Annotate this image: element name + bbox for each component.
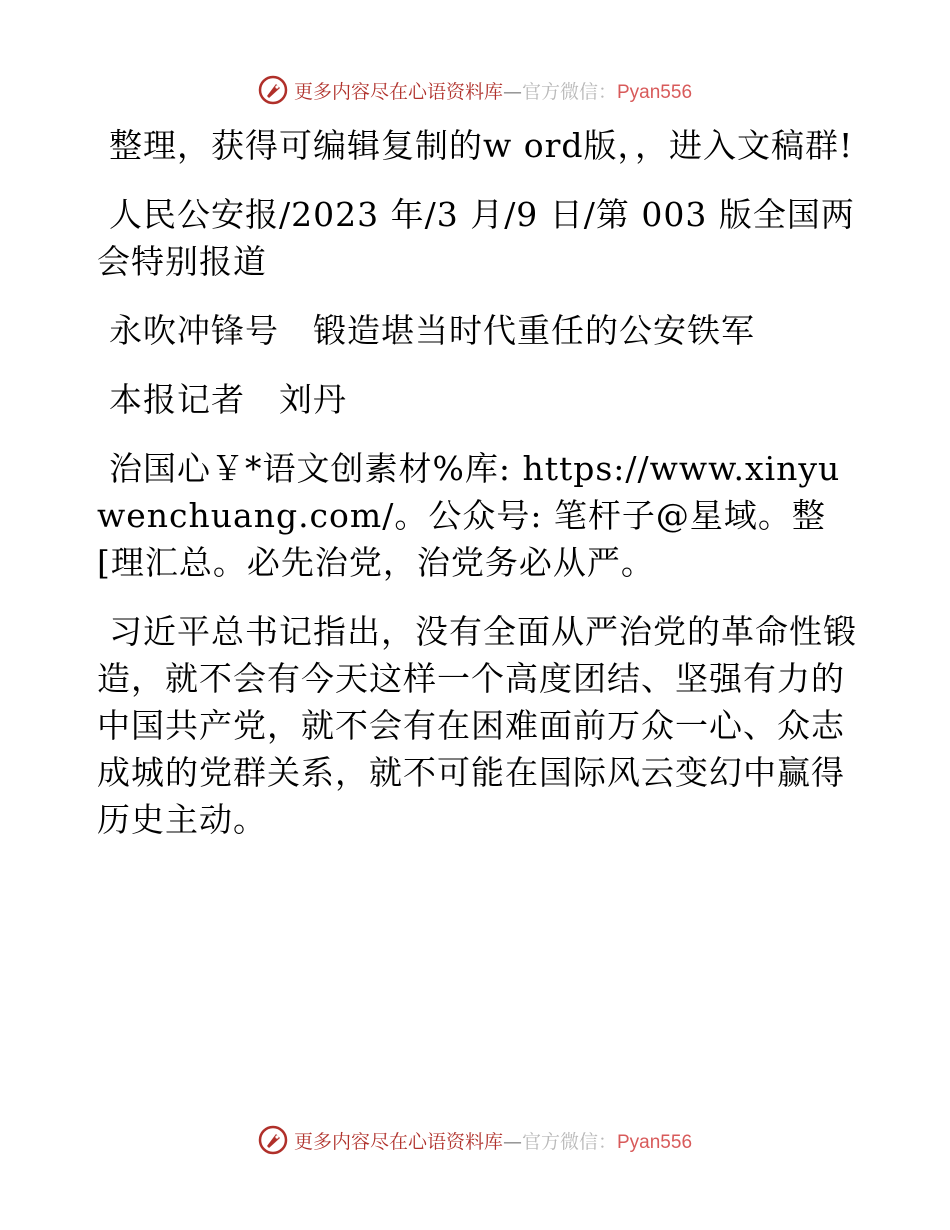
header-wechat-label: 官方微信：	[521, 80, 617, 103]
paragraph-intro: 整理，获得可编辑复制的w ord版，，进入文稿群!	[109, 126, 854, 165]
header-text	[294, 77, 692, 104]
document-body	[97, 122, 857, 865]
header-site-name: 更多内容尽在心语资料库	[293, 80, 503, 103]
paragraph-notice: 治国心￥*语文创素材%库: https://www.xinyuwenchuang.com/。公众号: 笔杆子@星域。整[理汇总。必先治党，治党务必从严。	[97, 449, 841, 582]
paragraph-body: 习近平总书记指出，没有全面从严治党的革命性锻造，就不会有今天这样一个高度团结、坚强有力的中国共产党，就不会有在困难面前万众一心、众志成城的党群关系，就不可能在国际风云变幻中赢得历史主动。	[97, 612, 857, 839]
footer-wechat-label: 官方微信：	[521, 1130, 617, 1153]
footer-banner	[0, 1120, 950, 1160]
article-byline: 本报记者 刘丹	[109, 380, 347, 419]
footer-account: Pyan556	[617, 1131, 693, 1153]
paragraph-source: 人民公安报/2023 年/3 月/9 日/第 003 版全国两会特别报道	[97, 195, 855, 281]
header-banner	[0, 70, 950, 110]
footer-text	[294, 1127, 692, 1154]
footer-separator: —	[502, 1130, 522, 1153]
footer-site-name: 更多内容尽在心语资料库	[293, 1130, 503, 1153]
header-separator: —	[502, 80, 522, 103]
pen-nib-logo-icon	[258, 75, 288, 105]
article-title: 永吹冲锋号 锻造堪当时代重任的公安铁军	[109, 311, 755, 350]
pen-nib-logo-icon	[258, 1125, 288, 1155]
header-account: Pyan556	[617, 81, 693, 103]
